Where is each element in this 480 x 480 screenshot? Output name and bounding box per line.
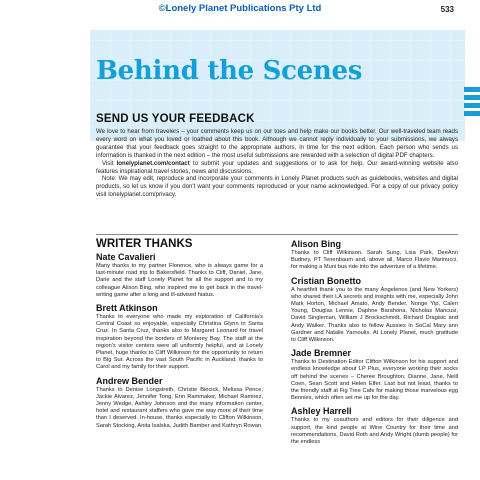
publisher-credit: ©Lonely Planet Publications Pty Ltd bbox=[158, 3, 322, 14]
feedback-heading: SEND US YOUR FEEDBACK bbox=[96, 113, 255, 125]
visit-suffix: to submit your updates and suggestions or to ask for help. Our award-winning website also features inspirational travel stories, news and discussions. bbox=[96, 159, 458, 175]
contact-link[interactable]: lonelyplanet.com/contact bbox=[116, 159, 190, 167]
writer-thanks-right-column bbox=[291, 238, 458, 446]
page-title: Behind the Scenes bbox=[96, 56, 363, 86]
writer-thanks-text: Thanks to everyone who made my exploration of California's Central Coast so enjoyable, especially Christina Glynn in Santa Cruz. In Santa Cruz, thanks also to Margaret Leonard for travel inspiration beyond the borders of Monterey Bay. The staff at the region's visitor centers were all uniformly helpful, and at Lonely Planet, huge thanks to Cliff Wilkinson for the opportunity to return to Big Sur. Across the vast South Pacific in Auckland, thanks to Carol and my family for their support. bbox=[96, 314, 263, 371]
writer-name: Nate Cavalieri bbox=[96, 252, 156, 262]
page-number: 533 bbox=[440, 5, 454, 14]
feedback-note: Note: We may edit, reproduce and incorporate your comments in Lonely Planet products such as guidebooks, websites and digital products, so let us know if you don't want your comments reproduced or your name acknowledged. For a copy of our privacy policy visit lonelyplanet.com/privacy. bbox=[96, 175, 458, 199]
writer-name: Cristian Bonetto bbox=[291, 275, 362, 286]
writer-name: Andrew Bender bbox=[96, 375, 163, 386]
writer-thanks-text: Thanks to my coauthors and editors for their diligence and support, the kind people at Wine Country for their time and recommendations, David Roth and Andy Wright (dumb people) for the endless bbox=[291, 417, 458, 446]
page-header bbox=[0, 0, 480, 20]
writer-thanks-heading: WRITER THANKS bbox=[96, 238, 193, 250]
feedback-intro: We love to hear from travelers – your comments keep us on our toes and help make our books better. Our well-traveled team reads every word on what you loved or loathed about this book. Although we cannot reply individually to your submissions, we always guarantee that your feedback goes straight to the appropriate authors, in time for the next edition. Each person who sends us information is thanked in the next edition – the most useful submissions are rewarded with a selection of digital PDF chapters. bbox=[96, 128, 458, 159]
feedback-section bbox=[96, 113, 458, 199]
writer-thanks-left-column bbox=[96, 238, 263, 430]
visit-prefix: Visit bbox=[102, 159, 117, 167]
writer-thanks-text: Thanks to Denise Longstreth, Christie Biecick, Melissa Pence, Jackie Alvarez, Jennifer Tong, Erin Rammaker, Michael Ramirez, Jenny Wedge, Ashley Johnson and the many information center, hotel and restaurant staffers who gave me way more of their time than I deserved. In-house, thanks especially to Clifton Wilkinson, Sarah Stocking, Anita Isalska, Judith Bamber and Kathryn Rowan. bbox=[96, 386, 263, 429]
writer-thanks-text: Thanks to Cliff Wilkinson, Sarah Sung, Lisa Park, DeeAnn Budney, PT Tenenbaum and, above all, Marco Flavio Marinucci, for making a Muni bus ride into the adventure of a lifetime. bbox=[291, 250, 458, 271]
writer-name: Alison Bing bbox=[291, 239, 341, 249]
section-divider bbox=[96, 234, 458, 235]
writer-thanks-text: A heartfelt thank you to the many Angelenos (and New Yorkers) who shared their LA secrets and insights with me, especially John Mark Horton, Michael Amato, Andy Bender, Nonge Yip, Calen Young, Douglas Lennie, Daphne Barahona, Nicholas Mancusi, David Singleman, William J Brockschmidt, Richard Dragisic and Andy Walker. Thanks also to fellow Aussies in SoCal Mary ann Gardner and Natalie Yarnoulis. At Lonely Planet, much gratitude to Cliff Wilkinson. bbox=[291, 286, 458, 344]
feedback-visit bbox=[96, 160, 458, 176]
writer-name: Brett Atkinson bbox=[96, 303, 158, 314]
writer-thanks-text: Thanks to Destination Editor Clifton Wilkinson for his support and endless knowledge about LP Plus, everyone working their socks off behind the scenes – Cheree Broughton, Dianne, Jane, Neill Coen, Sean Scott and Helen Elfer. Last but not least, thanks to the friendly staff at Fig Tree Cafe for making those marvelous egg Bennies, which often set me up for the day. bbox=[291, 359, 458, 402]
section-tab-stripes bbox=[464, 87, 480, 119]
writer-name: Jade Bremner bbox=[291, 348, 352, 359]
writer-name: Ashley Harrell bbox=[291, 406, 352, 417]
writer-thanks-text: Many thanks to my partner Florence, who is always game for a last-minute road trip to Bakersfield. Thanks to Cliff, Daniel, Jane, Darie and the staff Lonely Planet for all the support and to my colleague Alison Bing, who inspired me to get back in the travel-writing game after a long and ill-advised hiatus. bbox=[96, 263, 263, 298]
